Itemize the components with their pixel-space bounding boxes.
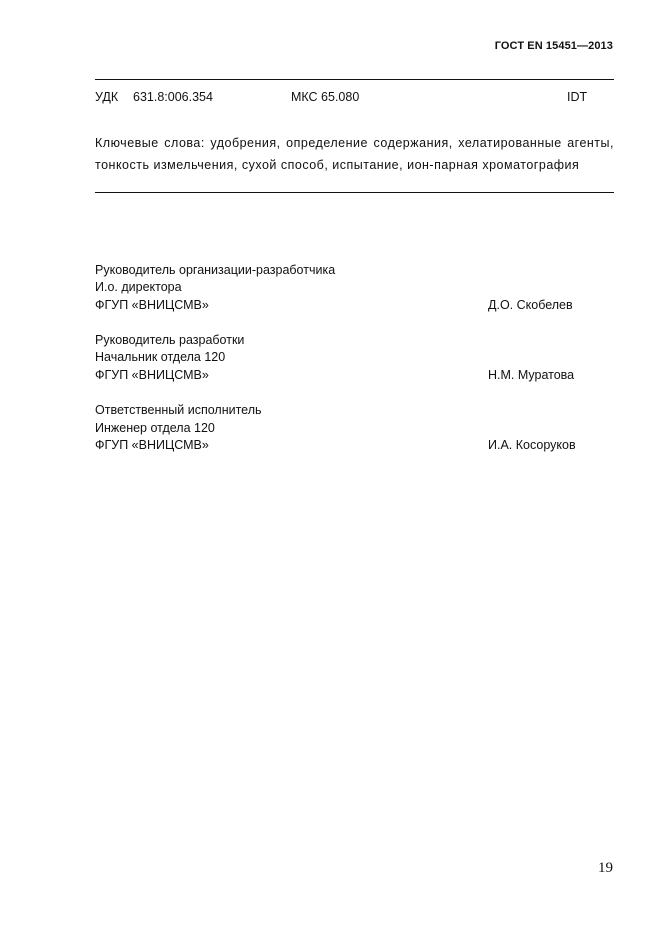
top-divider [95, 79, 614, 80]
mks-code: МКС 65.080 [291, 90, 360, 104]
signatory-organization: ФГУП «ВНИЦСМВ» [95, 298, 209, 312]
page-number: 19 [598, 860, 613, 876]
keywords-line-2: тонкость измельчения, сухой способ, испытание, ион-парная хроматография [95, 158, 580, 172]
signatory-name: И.А. Косоруков [488, 438, 576, 452]
signatory-role: Руководитель организации-разработчика [95, 263, 336, 277]
keywords-line-1: Ключевые слова: удобрения, определение содержания, хелатированные агенты, [95, 136, 614, 150]
signatory-organization: ФГУП «ВНИЦСМВ» [95, 438, 209, 452]
signatory-position: Начальник отдела 120 [95, 350, 226, 364]
signatory-name: Н.М. Муратова [488, 368, 575, 382]
signatory-position: И.о. директора [95, 280, 182, 294]
signatory-position: Инженер отдела 120 [95, 421, 215, 435]
udk-label: УДК [95, 90, 119, 104]
udk-value: 631.8:006.354 [133, 90, 213, 104]
standard-code: ГОСТ EN 15451—2013 [494, 40, 613, 52]
signatory-role: Руководитель разработки [95, 333, 245, 347]
bottom-divider [95, 192, 614, 193]
signatory-role: Ответственный исполнитель [95, 403, 262, 417]
conformity-code: IDT [567, 90, 588, 104]
signatory-name: Д.О. Скобелев [488, 298, 573, 312]
signatory-organization: ФГУП «ВНИЦСМВ» [95, 368, 209, 382]
